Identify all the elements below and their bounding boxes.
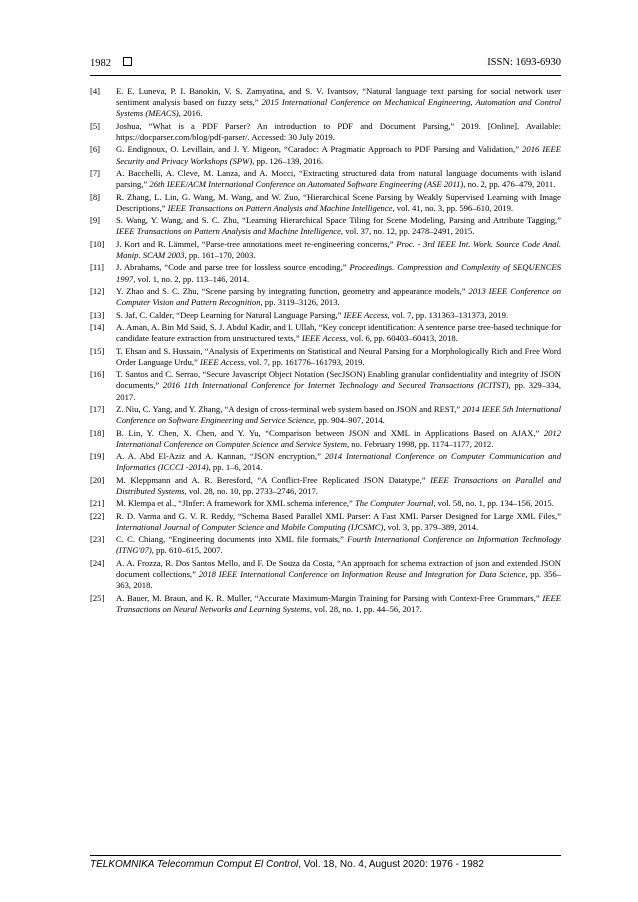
reference-venue: Proc. - 3rd IEEE Int. Work. Source Code Anal. Manip. SCAM 2003 <box>116 238 561 260</box>
reference-venue: 2014 IEEE 5th International Conference on Software Engineering and Service Science <box>116 403 561 426</box>
reference-authors-title: M. Kleppmann and A. R. Beresford, “A Conflict-Free Replicated JSON Datatype,” <box>116 474 426 485</box>
reference-text <box>116 310 561 321</box>
reference-venue: Proceedings. Compression and Complexity of SEQUENCES 1997 <box>116 262 562 284</box>
reference-authors-title: A. Bacchelli, A. Cleve, M. Lanza, and A. Mocci, “Extracting structured data from natural language documents with island parsing,” <box>116 167 561 190</box>
reference-text <box>116 475 561 497</box>
reference-number: [8] <box>90 191 101 202</box>
reference-item <box>90 86 561 120</box>
reference-text <box>116 511 561 533</box>
reference-item <box>90 558 561 592</box>
reference-number: [23] <box>90 534 105 545</box>
reference-venue: IEEE Transactions on Pattern Analysis and Machine Intelligence <box>167 202 393 213</box>
reference-authors-title: Y. Zhao and S. C. Zhu, “Scene parsing by integrating function, geometry and appearance models,” <box>116 285 466 296</box>
page-number-group <box>90 57 132 69</box>
reference-text <box>116 215 561 237</box>
reference-venue: IEEE Access <box>200 356 244 367</box>
reference-authors-title: T. Santos and C. Serrao, “Secure Javascript Object Notation (SecJSON) Enabling granular confidentiality and integrity of JSON documents,” <box>116 369 561 391</box>
reference-item <box>90 475 561 497</box>
reference-details: , vol. 37, no. 12, pp. 2478–2491, 2015. <box>340 226 475 237</box>
reference-item <box>90 593 561 615</box>
reference-number: [16] <box>90 369 105 380</box>
reference-venue: Fourth International Conference on Information Technology (ITNG'07) <box>116 534 562 556</box>
reference-number: [12] <box>90 285 105 296</box>
reference-item <box>90 310 561 321</box>
reference-number: [7] <box>90 167 101 178</box>
reference-text <box>116 121 561 143</box>
page-header <box>90 57 561 76</box>
reference-details: , vol. 28, no. 10, pp. 2733–2746, 2017. <box>184 485 318 496</box>
reference-authors-title: B. Lin, Y. Chen, X. Chen, and Y. Yu, “Comparison between JSON and XML in Applications Based on AJAX,” <box>116 427 540 438</box>
reference-details: , vol. 6, pp. 60403–60413, 2018. <box>345 333 458 344</box>
page-number: 1982 <box>90 58 111 69</box>
reference-authors-title: Joshua, “What is a PDF Parser? An introduction to PDF and Document Parsing,” 2019. [Online]. Available: https://docparser.com/blog/pdf-parser/. Accessed: 30 July 2019. <box>116 120 561 142</box>
reference-details: , pp. 610–615, 2007. <box>151 545 223 556</box>
reference-authors-title: G. Endignoux, O. Levillain, and J. Y. Migeon, “Caradoc: A Pragmatic Approach to PDF Parsing and Validation,” <box>116 144 520 155</box>
reference-venue: 2016 IEEE Security and Privacy Workshops (SPW) <box>116 144 561 166</box>
reference-number: [20] <box>90 474 105 485</box>
reference-number: [14] <box>90 321 105 332</box>
reference-authors-title: Z. Niu, C. Yang, and Y. Zhang, “A design of cross-terminal web system based on JSON and REST,” <box>116 403 461 414</box>
reference-number: [17] <box>90 403 105 414</box>
reference-item <box>90 451 561 473</box>
square-bullet-icon <box>123 57 132 66</box>
reference-text <box>116 144 561 166</box>
reference-venue: 2015 International Conference on Mechanical Engineering, Automation and Control Systems (MEACS) <box>116 97 562 119</box>
reference-details: , pp. 1–6, 2014. <box>208 462 263 473</box>
reference-number: [19] <box>90 451 105 462</box>
reference-number: [9] <box>90 215 101 226</box>
reference-details: , 2016. <box>178 108 203 119</box>
reference-authors-title: S. Jaf, C. Calder, “Deep Learning for Natural Language Parsing,” <box>116 309 342 320</box>
reference-details: , pp. 126–139, 2016. <box>252 155 324 166</box>
reference-text <box>116 534 561 556</box>
reference-text <box>116 192 561 214</box>
reference-authors-title: C. C. Chiang, “Engineering documents into XML file formats,” <box>116 534 344 545</box>
reference-item <box>90 215 561 237</box>
reference-authors-title: J. Abrahams, “Code and parse tree for lossless source encoding,” <box>116 262 347 273</box>
reference-text <box>116 558 561 592</box>
reference-venue: 2016 11th International Conference for Internet Technology and Secured Transactions (ICITST) <box>162 380 509 391</box>
reference-authors-title: S. Wang, Y. Wang, and S. C. Zhu, “Learning Hierarchical Space Tiling for Scene Modeling, Parsing and Attribute Tagging,” <box>116 215 561 226</box>
reference-item <box>90 369 561 403</box>
reference-details: , pp. 329–334, 2017. <box>116 380 561 402</box>
reference-text <box>116 168 561 190</box>
reference-item <box>90 322 561 344</box>
reference-venue: 2018 IEEE International Conference on Information Reuse and Integration for Data Science <box>198 569 526 580</box>
reference-venue: IEEE Access <box>301 333 346 344</box>
reference-item <box>90 346 561 368</box>
reference-number: [21] <box>90 498 105 509</box>
reference-details: , vol. 7, pp. 131363–131373, 2019. <box>387 309 509 320</box>
reference-text <box>116 498 561 509</box>
reference-authors-title: J. Kort and R. Lämmel, “Parse-tree annotations meet re-engineering concerns,” <box>116 238 394 249</box>
reference-text <box>116 346 561 368</box>
reference-authors-title: A. Bauer, M. Braun, and K. R. Muller, “Accurate Maximum-Margin Training for Parsing with Context-Free Grammars,” <box>116 592 540 603</box>
reference-authors-title: A. A. Frozza, R. Dos Santos Mello, and F. De Souza da Costa, “An approach for schema extraction of json and extended JSON document collections,” <box>116 557 561 580</box>
reference-details: , vol. 3, pp. 379–389, 2014. <box>383 521 479 532</box>
reference-authors-title: E. E. Luneva, P. I. Banokin, V. S. Zamyatina, and S. V. Ivantsov, “Natural language text parsing for social network user sentiment analysis based on fuzzy sets,” <box>116 86 561 108</box>
reference-venue: International Journal of Computer Science and Mobile Computing (IJCSMC) <box>116 521 384 532</box>
reference-number: [13] <box>90 309 105 320</box>
reference-text <box>116 428 561 450</box>
reference-venue: The Computer Journal <box>355 498 434 509</box>
reference-venue: IEEE Access <box>343 309 388 320</box>
reference-details: , pp. 904–907, 2014. <box>313 415 385 426</box>
reference-item <box>90 239 561 261</box>
reference-authors-title: A. Aman, A. Bin Md Said, S. J. Abdul Kadir, and I. Ullah, “Key concept identification: A sentence parse tree-based technique for candidate feature extraction from unstructured texts,” <box>116 321 561 344</box>
reference-details: , vol. 58, no. 1, pp. 134–156, 2015. <box>433 498 554 509</box>
reference-details: , vol. 7, pp. 161776–161793, 2019. <box>243 356 365 367</box>
reference-number: [5] <box>90 120 101 131</box>
reference-venue: 2013 IEEE Conference on Computer Vision and Pattern Recognition <box>116 285 562 308</box>
reference-text <box>116 239 561 261</box>
footer-details: , Vol. 18, No. 4, August 2020: 1976 - 1982 <box>298 859 484 870</box>
reference-number: [15] <box>90 345 105 356</box>
reference-number: [11] <box>90 262 104 273</box>
reference-authors-title: T. Ehsan and S. Hussain, “Analysis of Experiments on Statistical and Neural Parsing for a Morphologically Rich and Free Word Order Language Urdu,” <box>116 345 561 367</box>
reference-details: , no. 2, pp. 476–479, 2011. <box>463 179 556 190</box>
reference-details: , pp. 3119–3126, 2013. <box>260 297 340 308</box>
reference-item <box>90 286 561 308</box>
reference-number: [18] <box>90 427 105 438</box>
reference-item <box>90 428 561 450</box>
reference-number: [25] <box>90 592 105 603</box>
reference-number: [10] <box>90 238 105 249</box>
reference-details: , vol. 41, no. 3, pp. 596–610, 2019. <box>392 202 514 213</box>
reference-item <box>90 534 561 556</box>
reference-item <box>90 168 561 190</box>
reference-item <box>90 262 561 284</box>
reference-details: , vol. 28, no. 1, pp. 44–56, 2017. <box>309 603 422 614</box>
reference-venue: IEEE Transactions on Parallel and Distributed Systems <box>116 474 561 496</box>
reference-item <box>90 404 561 426</box>
reference-details: , no. February 1998, pp. 1174–1177, 2012. <box>346 438 494 449</box>
reference-authors-title: A. A. Abd El-Aziz and A. Kannan, “JSON encryption,” <box>116 451 321 462</box>
page-footer <box>90 855 561 870</box>
footer-journal: TELKOMNIKA Telecommun Comput El Control <box>90 859 299 870</box>
reference-item <box>90 511 561 533</box>
reference-item <box>90 498 561 509</box>
issn: ISSN: 1693-6930 <box>487 57 561 68</box>
reference-number: [6] <box>90 144 101 155</box>
reference-text <box>116 369 561 403</box>
reference-text <box>116 322 561 344</box>
reference-venue: 26th IEEE/ACM International Conference on Automated Software Engineering (ASE 2011) <box>149 179 464 190</box>
reference-venue: 2014 International Conference on Computer Communication and Informatics (ICCCI -2014) <box>116 451 561 473</box>
reference-venue: 2012 International Conference on Computer Science and Service System <box>116 427 561 449</box>
reference-details: , pp. 356–363, 2018. <box>116 569 562 591</box>
reference-text <box>116 451 561 473</box>
reference-number: [24] <box>90 557 105 568</box>
reference-item <box>90 192 561 214</box>
reference-list <box>90 86 561 616</box>
reference-details: , vol. 1, no. 2, pp. 113–146, 2014. <box>133 273 250 284</box>
reference-venue: IEEE Transactions on Neural Networks and Learning Systems <box>116 592 561 614</box>
reference-number: [4] <box>90 86 101 96</box>
reference-venue: IEEE Transactions on Pattern Analysis and Machine Intelligence <box>116 226 341 237</box>
reference-number: [22] <box>90 510 105 521</box>
reference-authors-title: R. Zhang, L. Lin, G. Wang, M. Wang, and W. Zuo, “Hierarchical Scene Parsing by Weakly Supervised Learning with Image Descriptions,” <box>116 191 561 213</box>
reference-text <box>116 593 561 615</box>
reference-item <box>90 144 561 166</box>
reference-authors-title: M. Klempa et al., “JInfer: A framework for XML schema inference,” <box>116 498 353 509</box>
reference-text <box>116 262 561 284</box>
reference-item <box>90 121 561 143</box>
reference-text <box>116 286 561 308</box>
reference-authors-title: R. D. Varma and G. V. R. Reddy, “Schema Based Parallel XML Parser: A Fast XML Parser Designed for Large XML Files,” <box>116 510 561 521</box>
reference-details: , pp. 161–170, 2003. <box>184 249 256 260</box>
reference-text <box>116 404 561 426</box>
reference-text <box>116 86 561 120</box>
